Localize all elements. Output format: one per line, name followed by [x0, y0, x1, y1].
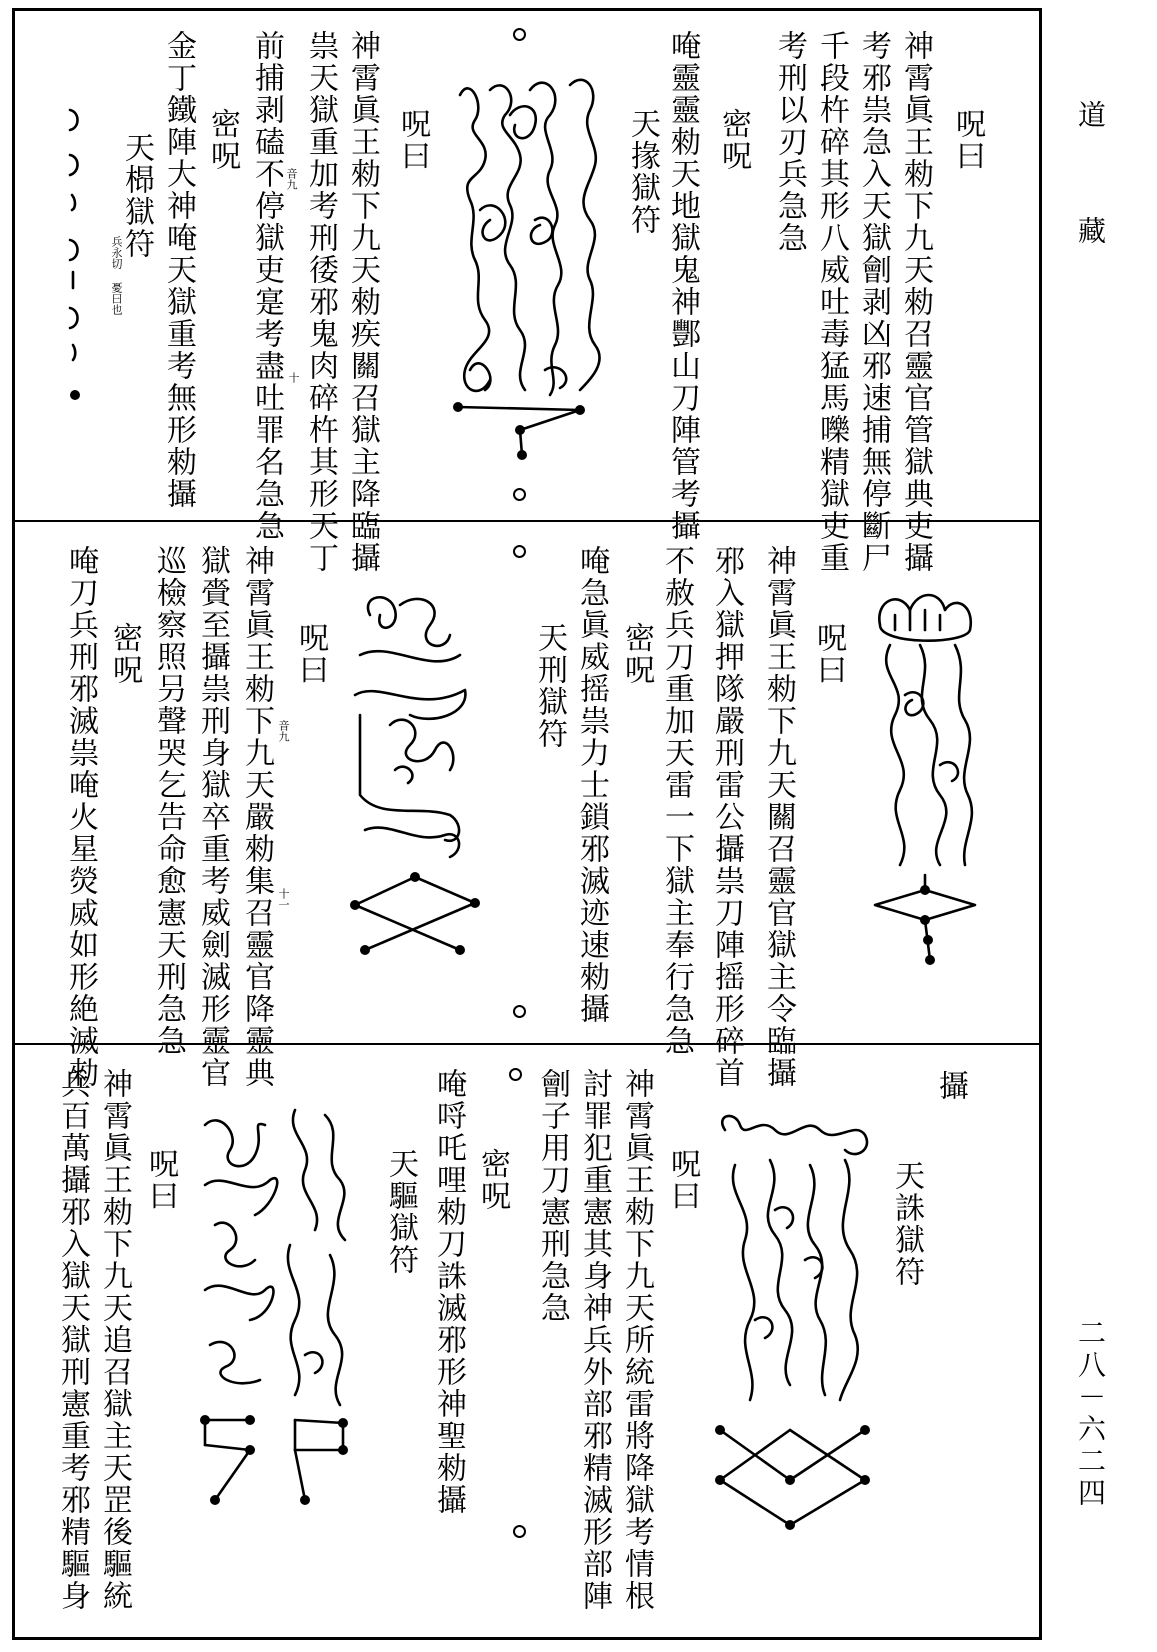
bottom-text-line-1: 神霄眞王勑下九天所統雷將降獄考情根: [619, 1068, 654, 1612]
bottom-marker-lower: [513, 1525, 526, 1538]
mid-secret-label: 密呪: [619, 622, 654, 686]
top-left-talisman-title: 天㭿獄符: [119, 132, 154, 260]
talisman-bottom-left: [195, 1105, 360, 1535]
mid-talisman-title: 天刑獄符: [532, 622, 567, 750]
bottom-top-char: 攝: [933, 1070, 968, 1102]
mid-left-text-line-3: 巡檢察照叧聲哭乞告命愈憲天刑急急: [151, 545, 186, 1057]
talisman-mid-left: [350, 585, 480, 965]
talisman-mid-right: [870, 585, 980, 965]
collection-title: 道 藏: [1074, 100, 1107, 274]
bottom-left-talisman-title: 天驅獄符: [383, 1148, 418, 1276]
talisman-top: [450, 70, 610, 470]
mid-left-text-line-2: 獄賫至攝祟刑身獄卒重考威劍滅形靈官: [195, 545, 230, 1089]
top-marker-upper: [513, 28, 526, 41]
mid-left-mantra: 唵刀兵刑邪滅祟唵火星熒烕如形絶滅勑: [63, 545, 98, 1089]
top-incantation-label: 呪曰: [950, 108, 985, 172]
top-text-line-2: 考邪祟急入天獄劊剥凶邪速捕無停斷尸: [856, 30, 891, 574]
mid-left-note: 音九: [277, 720, 290, 742]
top-left-secret-label: 密呪: [205, 108, 240, 172]
top-left-mantra: 金丁鐵陣大神唵天獄重考無形勑攝: [161, 30, 196, 510]
top-left-text-line-1: 神霄眞王勑下九天勑疾關召獄主降臨攝: [345, 30, 380, 574]
mid-left-note-2: 十一: [277, 888, 290, 910]
top-left-note-2: 十: [287, 372, 300, 383]
top-secret-label: 密呪: [716, 108, 751, 172]
mid-left-text-line-1: 神霄眞王勑下九天嚴勑集召靈官降靈典: [239, 545, 274, 1089]
bottom-secret-label: 密呪: [475, 1148, 510, 1212]
bottom-incantation-label: 呪曰: [665, 1148, 700, 1212]
top-talisman-title: 天掾獄符: [625, 108, 660, 236]
bottom-left-text-line-2: 兵百萬攝邪入獄天獄刑憲重考邪精驅身: [55, 1068, 90, 1612]
bottom-left-text-line-1: 神霄眞王勑下九天追召獄主天罡後驅統: [97, 1068, 132, 1612]
bottom-left-incantation-label: 呪曰: [143, 1148, 178, 1212]
bottom-text-line-3: 劊子用刀憲刑急急: [535, 1068, 570, 1324]
talisman-top-left-small: [62, 100, 92, 410]
top-text-line-1: 神霄眞王勑下九天勑召靈官管獄典吏攝: [898, 30, 933, 574]
top-left-note: 音九: [285, 168, 298, 190]
mid-text-line-1: 神霄眞王勑下九天關召靈官獄主令臨攝: [761, 545, 796, 1089]
mid-marker-upper: [513, 545, 526, 558]
bottom-text-line-2: 討罪犯重憲其身神兵外部邪精滅形部陣: [577, 1068, 612, 1612]
mid-incantation-label: 呪曰: [811, 622, 846, 686]
top-left-text-line-2: 祟天獄重加考刑㣦邪鬼肉碎杵其形天丁: [303, 30, 338, 574]
top-text-line-4: 考刑以刃兵急急: [772, 30, 807, 254]
top-marker-lower: [513, 488, 526, 501]
bottom-marker-upper: [509, 1068, 522, 1081]
mid-marker-lower: [513, 1005, 526, 1018]
top-left-title-note: 兵永切 憂曰也: [110, 236, 123, 315]
bottom-mantra: 唵哷吒哩勑刀誅滅邪形神聖勑攝: [431, 1068, 466, 1516]
top-text-line-3: 千段杵碎其形八威吐毒猛馬嚛精獄吏重: [814, 30, 849, 574]
page-number: 二八－六二四: [1074, 1318, 1107, 1510]
mid-mantra: 唵急眞威摇祟力士鎖邪滅迹速勑攝: [574, 545, 609, 1025]
top-mantra: 唵靈靈勑天地獄鬼神酆山刀陣管考攝: [665, 30, 700, 542]
top-left-incantation-label: 呪曰: [395, 108, 430, 172]
mid-left-incantation-label: 呪曰: [293, 622, 328, 686]
mid-text-line-3: 不赦兵刀重加天雷一下獄主奉行急急: [659, 545, 694, 1057]
mid-left-secret-label: 密呪: [107, 622, 142, 686]
top-left-text-line-3: 前捕剥磕不停獄吏寔考盡吐罪名急急: [249, 30, 284, 542]
mid-text-line-2: 邪入獄押隊嚴刑雷公攝祟刀陣摇形碎首: [709, 545, 744, 1089]
bottom-talisman-title: 天誅獄符: [889, 1160, 924, 1288]
talisman-bottom-right: [715, 1110, 875, 1540]
